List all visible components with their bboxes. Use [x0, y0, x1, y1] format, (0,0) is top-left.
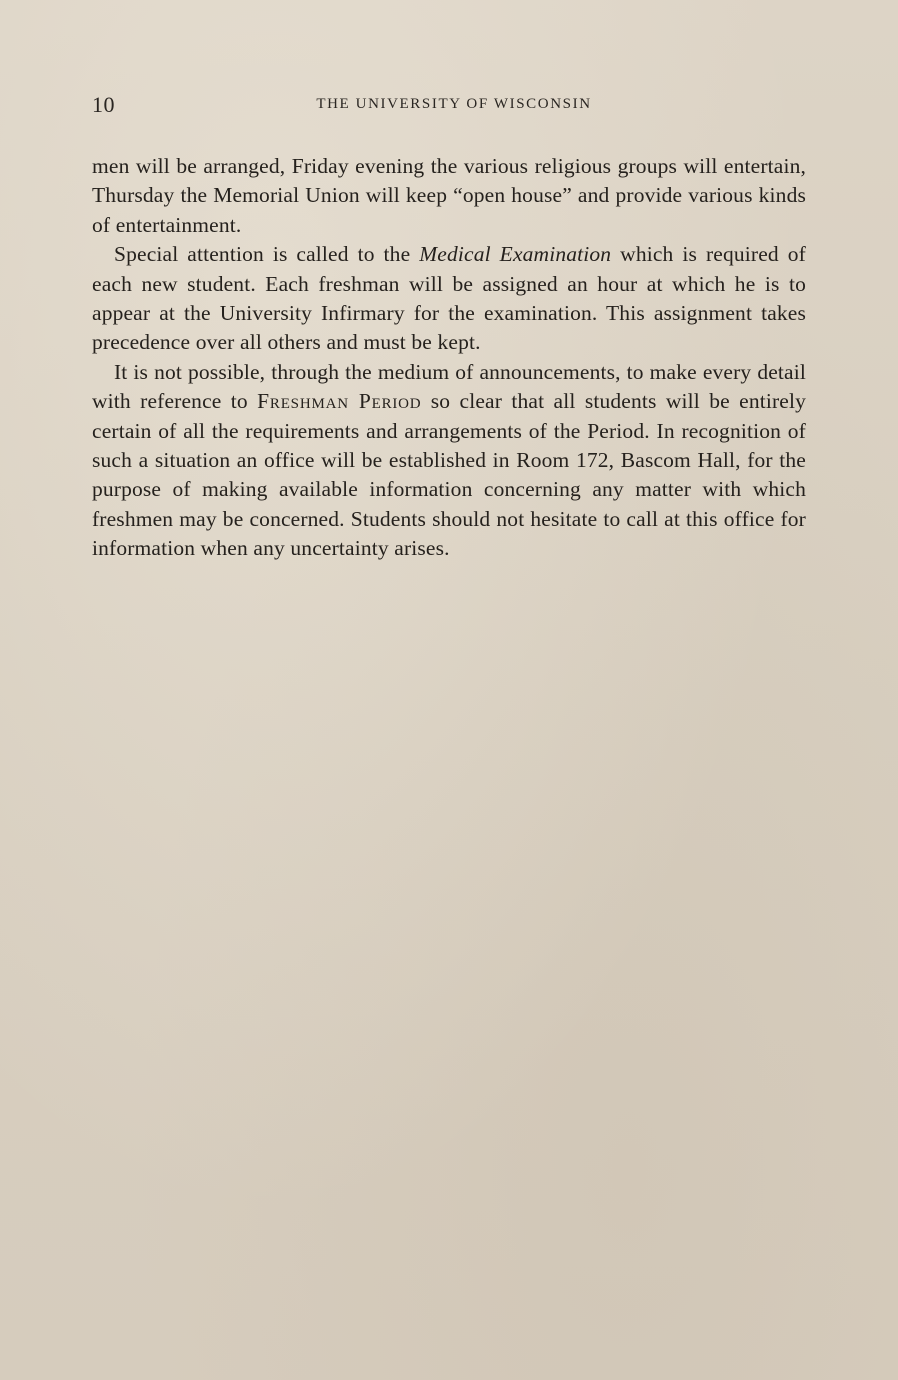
body-text: [92, 152, 806, 564]
paragraph-3-text-start: It is not possible, through the medium of announcements, to make every detail with reference to: [92, 359, 806, 414]
paragraph-2-text-start: Special attention is called to the: [114, 242, 420, 267]
medical-examination-emphasis: Medical Examination: [419, 242, 612, 267]
paragraph-1: men will be arranged, Friday evening the various religious groups will entertain, Thursday the Memorial Union will keep “open house” and provide various kinds of entertainment.: [92, 154, 806, 237]
page-number: 10: [92, 92, 115, 117]
paragraph-2-text-end: which is required of each new student. Each freshman will be assigned an hour at which he is to appear at the University Infirmary for the examination. This assignment takes precedence over all others and must be kept.: [92, 242, 806, 355]
running-head: THE UNIVERSITY OF WISCONSIN: [316, 96, 592, 112]
paragraph-3: [92, 358, 806, 564]
page-header: [92, 92, 806, 120]
freshman-period-smallcaps: Freshman Period: [257, 389, 422, 414]
paragraph-2: [92, 240, 806, 358]
paragraph-3-text-end: so clear that all students will be entirely certain of all the requirements and arrangements of the Period. In recognition of such a situation an office will be established in Room 172, Bascom Hall, for the purpose of making available information concerning any matter with which freshmen may be concerned. Students should not hesitate to call at this office for information when any uncertainty arises.: [92, 389, 807, 561]
